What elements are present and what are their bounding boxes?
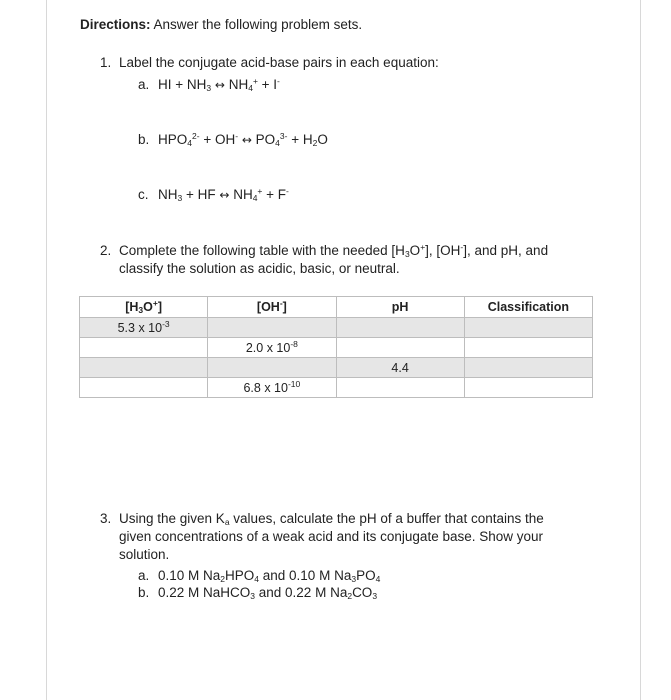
cell-h3o[interactable]: 5.3 x $10^{-3}$ <box>80 318 208 338</box>
q1b-letter: b. <box>138 132 150 147</box>
q3b-letter: b. <box>138 585 150 600</box>
q3b-text: 0.22 M NaHCO$_3$ and 0.22 M $Na_2CO_3$ <box>158 585 378 601</box>
table-header-row <box>80 297 593 318</box>
cell-ph[interactable]: 4.4 <box>336 358 464 378</box>
cell-oh[interactable]: 6.8 x $10^{-10}$ <box>208 378 336 398</box>
directions-line <box>80 17 362 32</box>
q3-line1: Using the given $K_a$ values, calculate the pH of a buffer that contains the <box>119 511 544 527</box>
cell-classification[interactable] <box>464 378 592 398</box>
q2-line2: classify the solution as acidic, basic, or neutral. <box>119 261 400 276</box>
cell-oh[interactable]: 2.0 x $10^{-8}$ <box>208 338 336 358</box>
cell-ph[interactable] <box>336 318 464 338</box>
q2-line1: Complete the following table with the needed $[H_3O^+]$, [OH-], and pH, and <box>119 242 549 259</box>
directions-text: Answer the following problem sets. <box>153 17 363 32</box>
q1a-eq-part: HI + $NH_3$ ↔ $NH_4^+ + I^-$ <box>158 76 280 93</box>
q3-line2: given concentrations of a weak acid and its conjugate base. Show your <box>119 529 544 544</box>
q1a-equation <box>158 76 280 94</box>
cell-classification[interactable] <box>464 338 592 358</box>
data-table <box>79 296 593 398</box>
q3-line3: solution. <box>119 547 170 562</box>
table-row <box>80 358 593 378</box>
q1-prompt: Label the conjugate acid-base pairs in each equation: <box>119 55 439 70</box>
table-row <box>80 378 593 398</box>
table-row <box>80 318 593 338</box>
header-ph: pH <box>336 297 464 318</box>
q1c-equation <box>158 186 289 204</box>
header-classification: Classification <box>464 297 592 318</box>
page-border-left <box>46 0 47 700</box>
cell-h3o[interactable] <box>80 358 208 378</box>
q1b-equation <box>158 131 328 149</box>
cell-h3o[interactable] <box>80 378 208 398</box>
cell-classification[interactable] <box>464 318 592 338</box>
table-row <box>80 338 593 358</box>
q1c-letter: c. <box>138 187 149 202</box>
header-oh: [OH-] <box>208 297 336 318</box>
header-h3o: $[H_3O^+]$ <box>80 297 208 318</box>
cell-oh[interactable] <box>208 358 336 378</box>
q1b-eq-part: $HPO_4^{2-} + OH^-$ ↔ $PO_4^{3-} + H_2O$ <box>158 131 328 148</box>
q3a-letter: a. <box>138 568 150 583</box>
q2-number: 2. <box>100 243 112 258</box>
page-border-right <box>640 0 641 700</box>
directions-label: Directions: <box>80 17 151 32</box>
cell-oh[interactable] <box>208 318 336 338</box>
cell-ph[interactable] <box>336 378 464 398</box>
q3-number: 3. <box>100 511 112 526</box>
q1-number: 1. <box>100 55 112 70</box>
q1a-letter: a. <box>138 77 150 92</box>
q1c-eq-part: $NH_3$ + HF ↔ $NH_4^+ + F^-$ <box>158 186 289 203</box>
cell-classification[interactable] <box>464 358 592 378</box>
cell-h3o[interactable] <box>80 338 208 358</box>
cell-ph[interactable] <box>336 338 464 358</box>
q3a-text: 0.10 M $Na_2HPO_4$ and 0.10 M $Na_3PO_4$ <box>158 568 381 584</box>
